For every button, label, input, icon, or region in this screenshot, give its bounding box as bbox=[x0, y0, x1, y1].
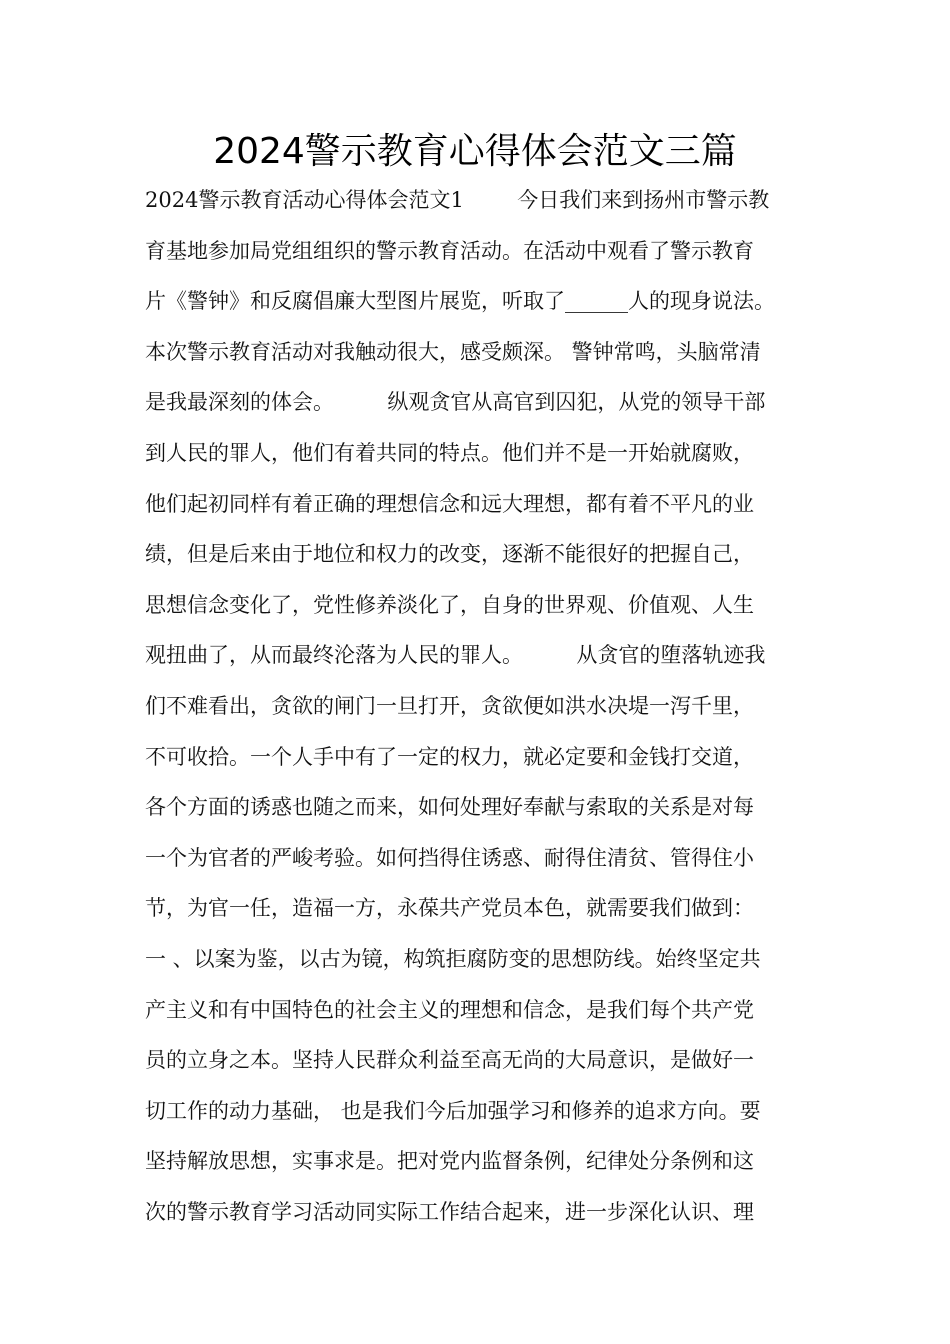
body-line: 员的立身之本。坚持人民群众利益至高无尚的大局意识，是做好一 bbox=[145, 1048, 754, 1073]
body-line: 2024警示教育活动心得体会范文1 今日我们来到扬州市警示教 bbox=[145, 188, 770, 212]
body-line: 坚持解放思想，实事求是。把对党内监督条例，纪律处分条例和这 bbox=[145, 1149, 754, 1174]
body-line: 绩，但是后来由于地位和权力的改变，逐渐不能很好的把握自己， bbox=[145, 542, 754, 567]
body-line: 是我最深刻的体会。 纵观贪官从高官到囚犯，从党的领导干部 bbox=[145, 390, 766, 415]
body-line: 思想信念变化了，党性修养淡化了，自身的世界观、价值观、人生 bbox=[145, 592, 754, 617]
body-line: 产主义和有中国特色的社会主义的理想和信念，是我们每个共产党 bbox=[145, 997, 754, 1022]
body-line: 一 、以案为鉴，以古为镜，构筑拒腐防变的思想防线。始终坚定共 bbox=[145, 946, 761, 971]
body-line: 他们起初同样有着正确的理想信念和远大理想，都有着不平凡的业 bbox=[145, 491, 754, 516]
body-line: 次的警示教育学习活动同实际工作结合起来，进一步深化认识、理 bbox=[145, 1199, 754, 1224]
body-line: 各个方面的诱惑也随之而来，如何处理好奉献与索取的关系是对每 bbox=[145, 795, 754, 820]
body-line: 们不难看出，贪欲的闸门一旦打开，贪欲便如洪水决堤一泻千里， bbox=[145, 693, 754, 718]
body-line: 育基地参加局党组组织的警示教育活动。在活动中观看了警示教育 bbox=[145, 238, 754, 263]
body-line: 不可收拾。一个人手中有了一定的权力，就必定要和金钱打交道， bbox=[145, 744, 754, 769]
body-line: 一个为官者的严峻考验。如何挡得住诱惑、耐得住清贫、管得住小 bbox=[145, 845, 754, 870]
document-body bbox=[145, 180, 825, 1242]
body-line: 切工作的动力基础， 也是我们今后加强学习和修养的追求方向。要 bbox=[145, 1098, 761, 1123]
body-line: 本次警示教育活动对我触动很大，感受颇深。 警钟常鸣，头脑常清 bbox=[145, 339, 761, 364]
body-line: 片《警钟》和反腐倡廉大型图片展览，听取了______人的现身说法。 bbox=[145, 289, 775, 314]
document-title: 2024警示教育心得体会范文三篇 bbox=[213, 131, 737, 172]
body-line: 到人民的罪人，他们有着共同的特点。他们并不是一开始就腐败， bbox=[145, 440, 754, 465]
body-line: 观扭曲了，从而最终沦落为人民的罪人。 从贪官的堕落轨迹我 bbox=[145, 643, 766, 668]
body-line: 节，为官一任，造福一方，永葆共产党员本色，就需要我们做到： bbox=[145, 896, 754, 921]
